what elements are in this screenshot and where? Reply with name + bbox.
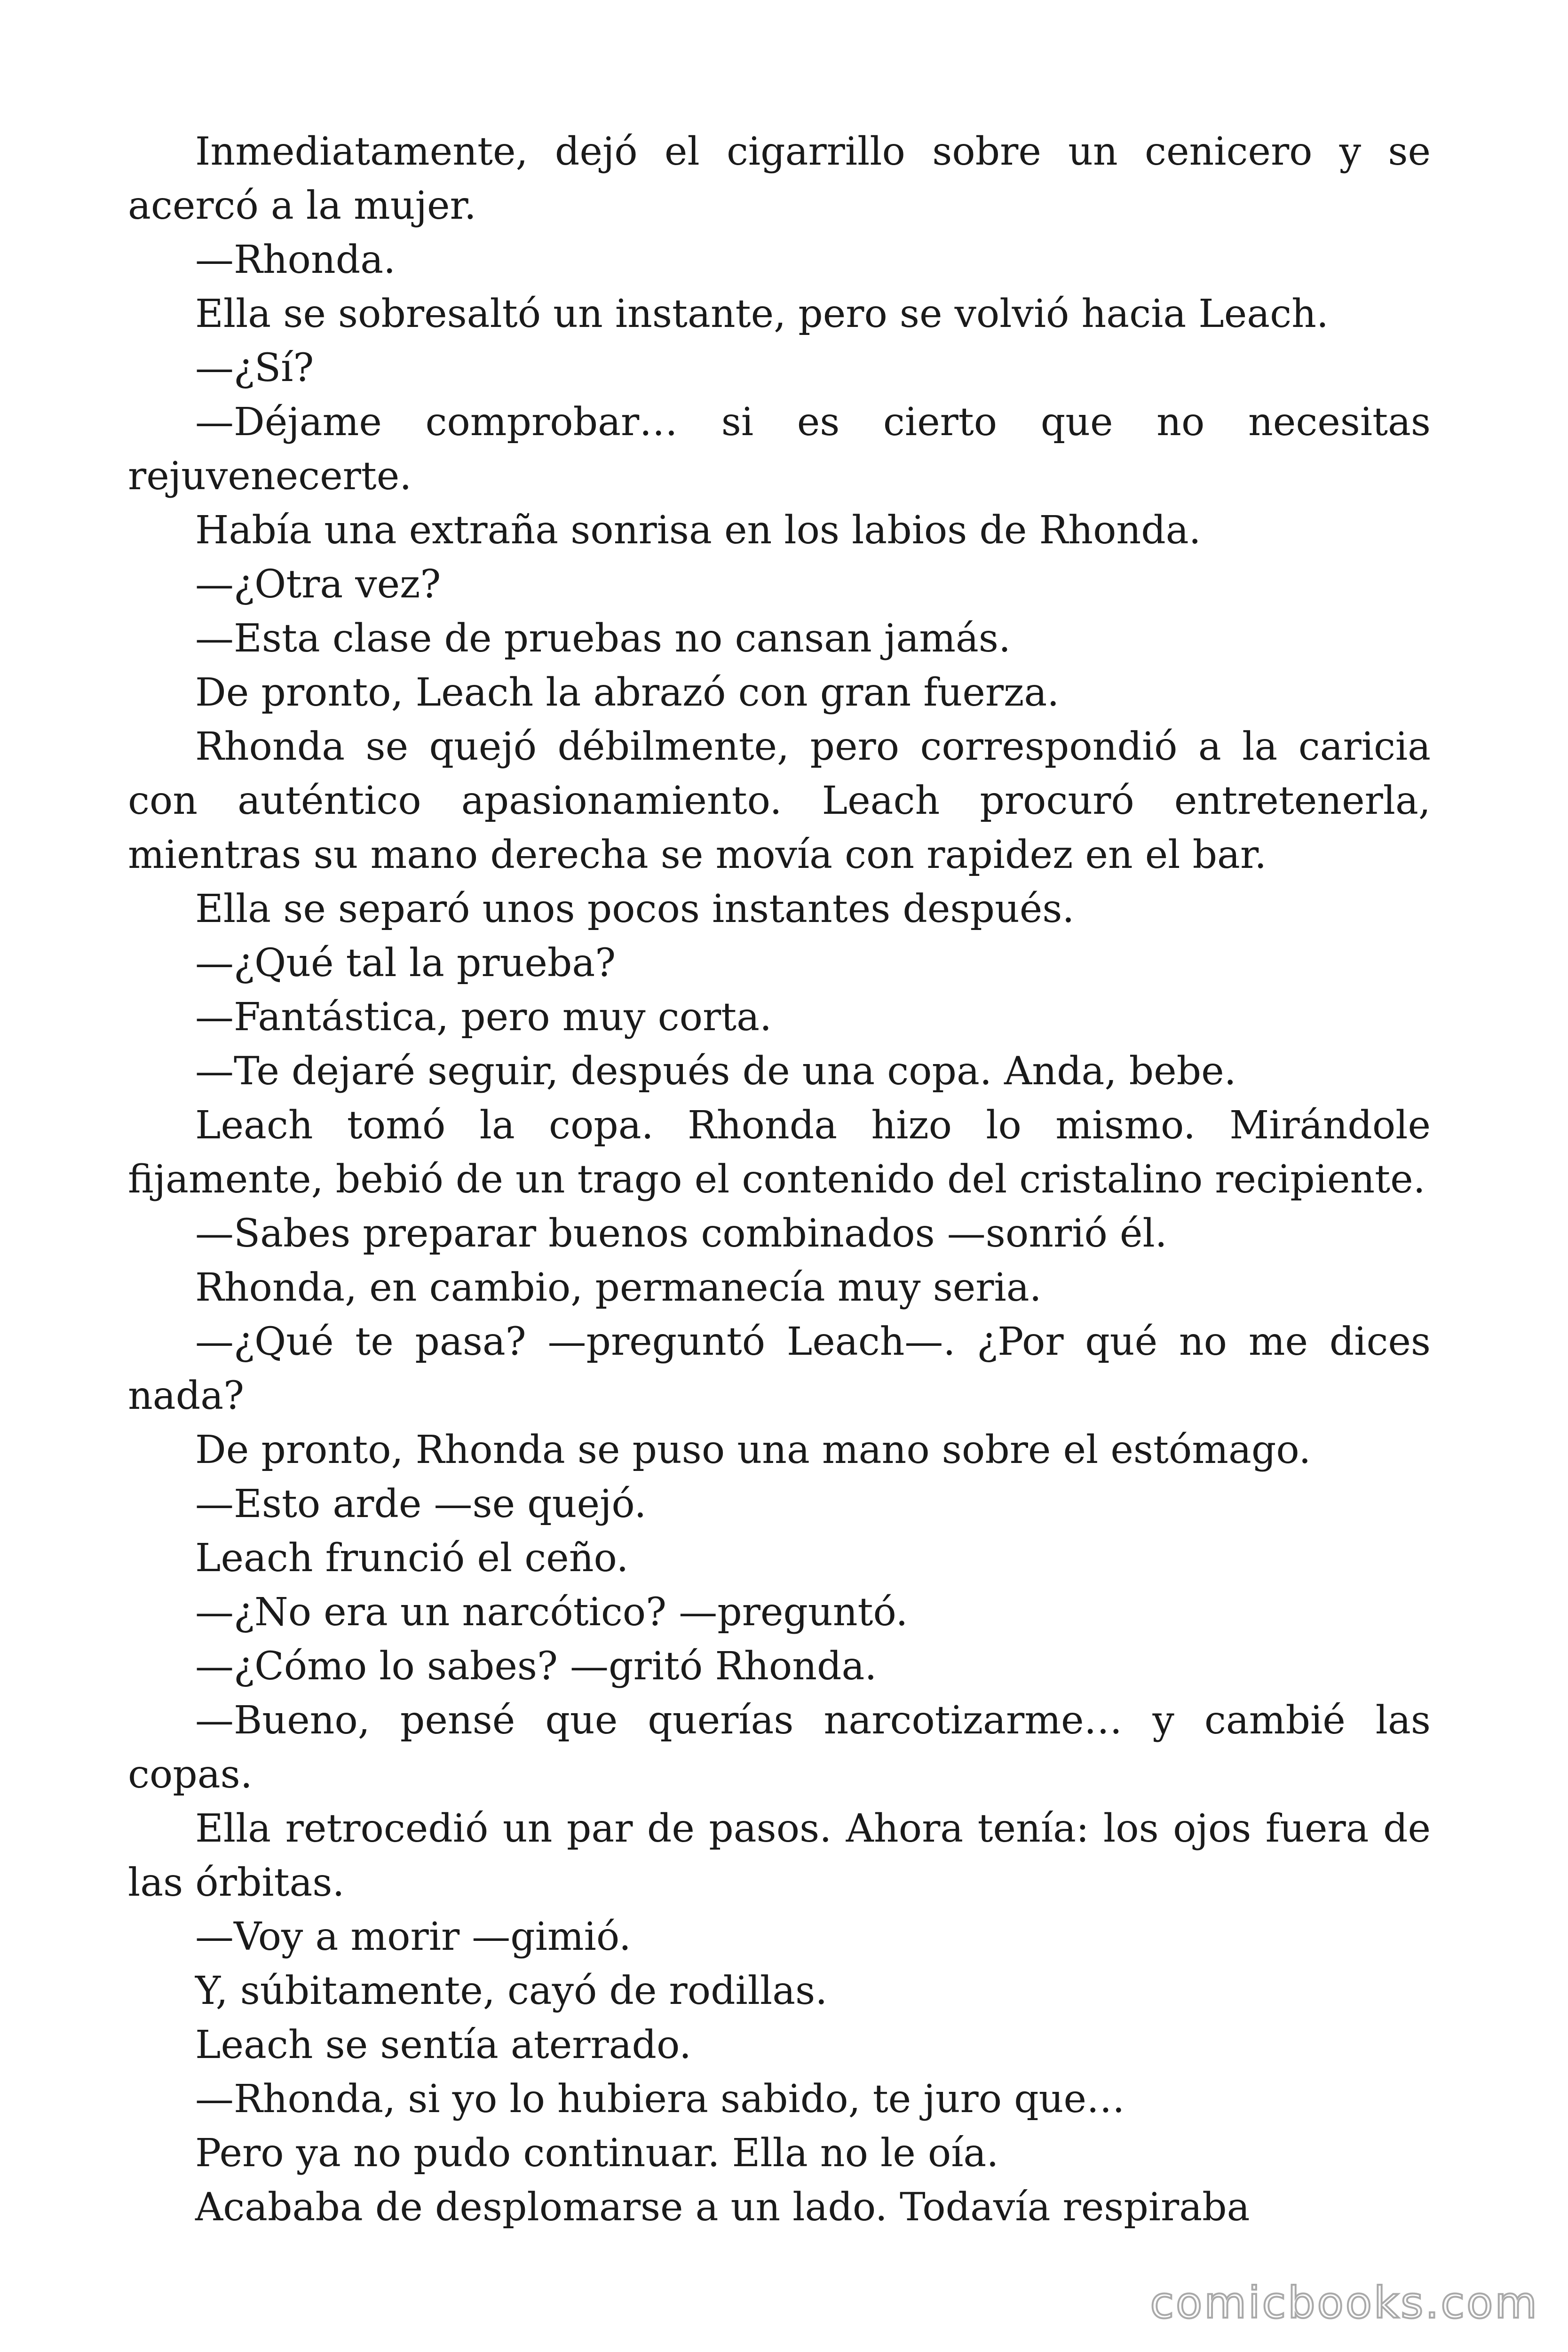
paragraph: —Bueno, pensé que querías narcotizarme… y cambié las copas.	[128, 1698, 1431, 1797]
paragraph: Leach frunció el ceño.	[195, 1536, 629, 1581]
site-watermark: comicbooks.com	[1150, 2278, 1539, 2328]
paragraph: Ella se sobresaltó un instante, pero se volvió hacia Leach.	[195, 292, 1329, 336]
paragraph: —¿Qué te pasa? —preguntó Leach—. ¿Por qué no me dices nada?	[128, 1319, 1431, 1418]
paragraph: Leach se sentía aterrado.	[195, 2023, 692, 2067]
paragraph: —Fantástica, pero muy corta.	[195, 995, 772, 1040]
paragraph: —Voy a morir —gimió.	[195, 1915, 631, 1959]
paragraph: Había una extraña sonrisa en los labios de Rhonda.	[195, 508, 1201, 553]
paragraph: —Esta clase de pruebas no cansan jamás.	[195, 616, 1011, 661]
paragraph: Inmediatamente, dejó el cigarrillo sobre un cenicero y se acercó a la mujer.	[128, 129, 1431, 228]
paragraph: —¿Qué tal la prueba?	[195, 941, 616, 985]
paragraph: —Esto arde —se quejó.	[195, 1482, 647, 1526]
paragraph: Y, súbitamente, cayó de rodillas.	[195, 1969, 828, 2013]
paragraph: —Déjame comprobar… si es cierto que no necesitas rejuvenecerte.	[128, 400, 1431, 499]
paragraph: —¿Sí?	[195, 346, 314, 390]
body-text	[128, 125, 1431, 2234]
paragraph: —Rhonda.	[195, 238, 396, 282]
paragraph-continued: Acababa de desplomarse a un lado. Todavía respiraba	[195, 2185, 1250, 2230]
paragraph: —¿Cómo lo sabes? —gritó Rhonda.	[195, 1644, 877, 1689]
paragraph: Rhonda, en cambio, permanecía muy seria.	[195, 1265, 1042, 1310]
paragraph: De pronto, Leach la abrazó con gran fuerza.	[195, 670, 1060, 715]
paragraph: —¿No era un narcótico? —preguntó.	[195, 1590, 908, 1635]
paragraph: —¿Otra vez?	[195, 562, 441, 607]
paragraph: Leach tomó la copa. Rhonda hizo lo mismo. Mirándole fijamente, bebió de un trago el contenido del cristalino recipiente.	[128, 1103, 1431, 1202]
paragraph: Rhonda se quejó débilmente, pero correspondió a la caricia con auténtico apasionamiento. Leach procuró entretenerla, mientras su mano derecha se movía con rapidez en el bar.	[128, 724, 1431, 877]
paragraph: De pronto, Rhonda se puso una mano sobre el estómago.	[195, 1428, 1311, 1472]
paragraph: —Rhonda, si yo lo hubiera sabido, te juro que…	[195, 2077, 1125, 2122]
paragraph: —Te dejaré seguir, después de una copa. Anda, bebe.	[195, 1049, 1236, 1094]
paragraph: —Sabes preparar buenos combinados —sonrió él.	[195, 1211, 1167, 1256]
paragraph: Ella se separó unos pocos instantes después.	[195, 887, 1075, 931]
paragraph: Pero ya no pudo continuar. Ella no le oía.	[195, 2131, 999, 2176]
paragraph: Ella retrocedió un par de pasos. Ahora tenía: los ojos fuera de las órbitas.	[128, 1806, 1431, 1905]
